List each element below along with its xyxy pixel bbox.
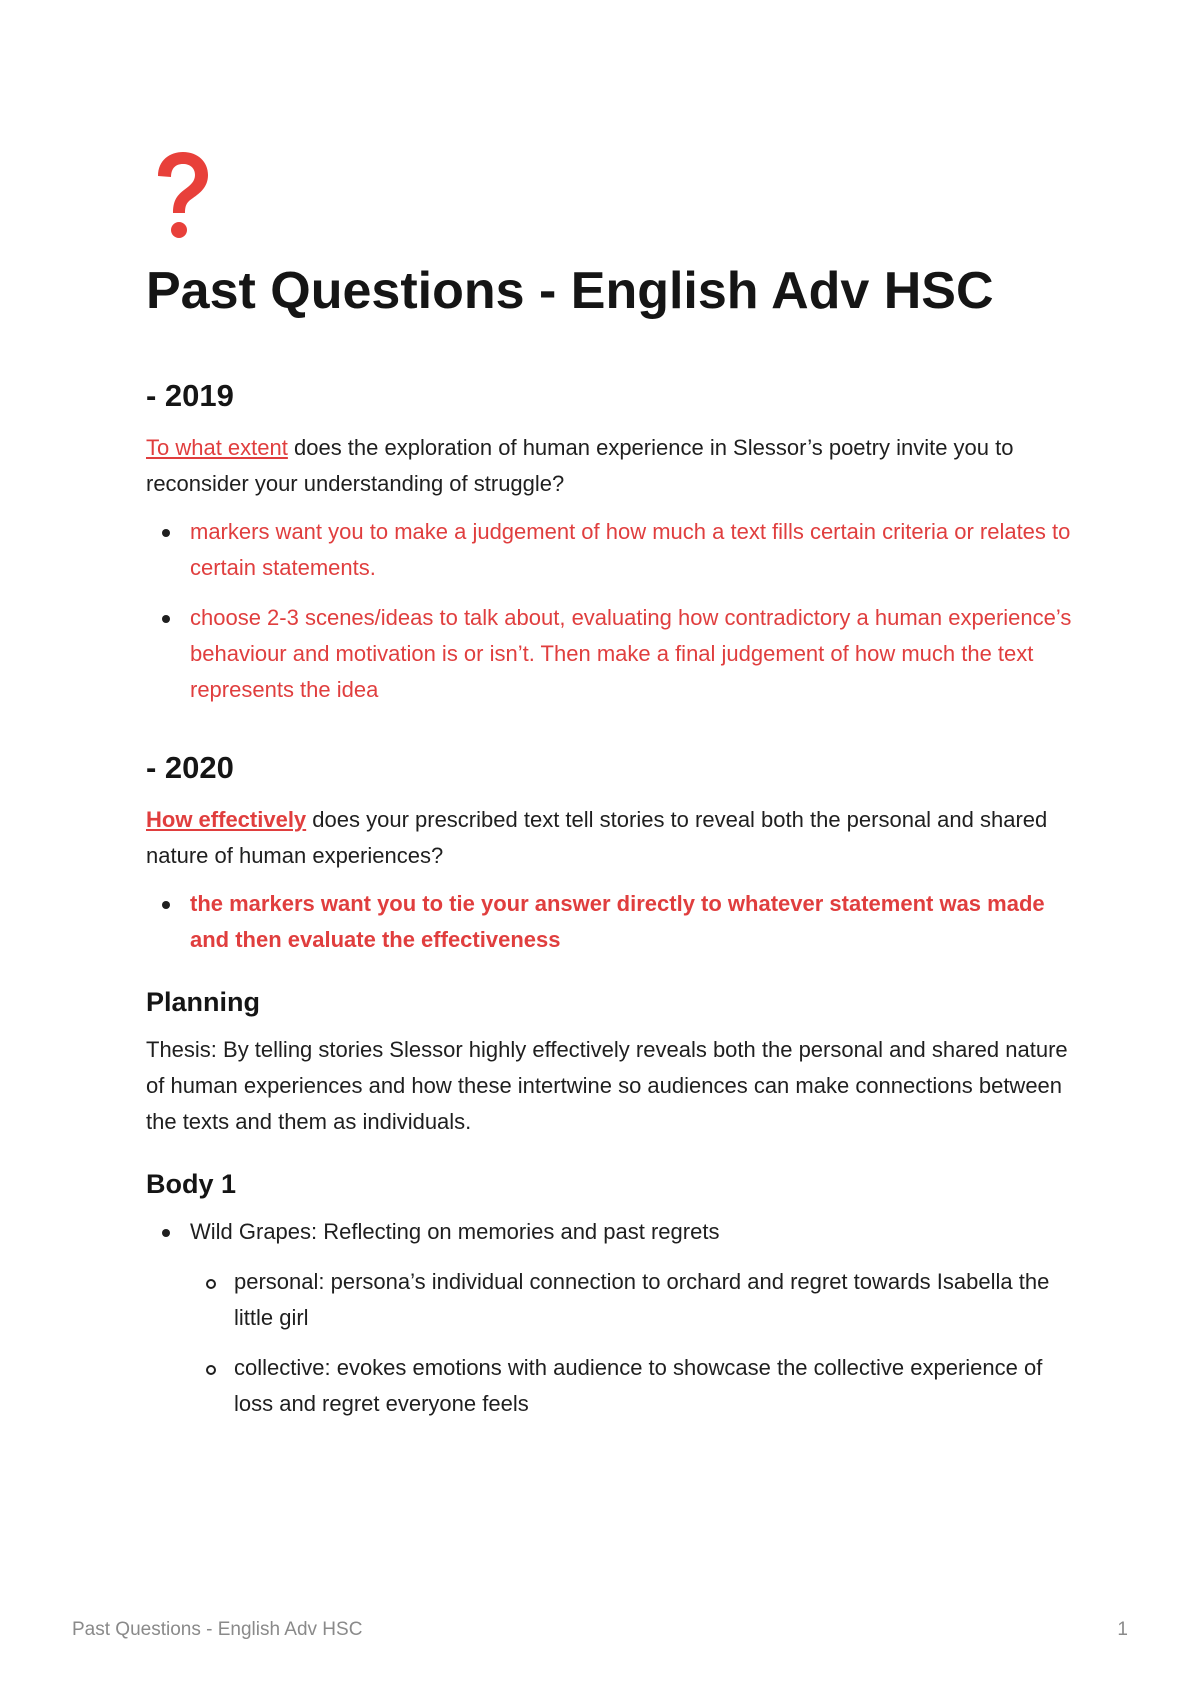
heading-2019: - 2019 (146, 378, 234, 413)
footer-title: Past Questions - English Adv HSC (72, 1619, 363, 1640)
heading-body-1: Body 1 (146, 1169, 237, 1199)
list-item: the markers want you to tie your answer directly to whatever statement was made and then evaluate the effectiveness (146, 886, 1086, 958)
heading-planning: Planning (146, 987, 260, 1017)
question-2020-highlight[interactable]: How effectively (146, 807, 307, 832)
sub-bullet-list-body-1 (146, 1264, 1086, 1422)
question-2019-highlight[interactable]: To what extent (146, 435, 288, 460)
red-question-mark-icon (146, 150, 216, 242)
question-2019-text: does the exploration of human experience in Slessor’s poetry invite you to reconsider your understanding of struggle? (146, 435, 1014, 496)
bullet-list-2020 (146, 886, 1086, 958)
list-item: Wild Grapes: Reflecting on memories and past regrets (146, 1214, 1086, 1250)
bullet-list-2019 (146, 514, 1086, 708)
list-item: personal: persona’s individual connection to orchard and regret towards Isabella the little girl (190, 1264, 1086, 1336)
thesis-text: Thesis: By telling stories Slessor highly effectively reveals both the personal and shared nature of human experiences and how these intertwine so audiences can make connections between the texts and them as individuals. (146, 1037, 1068, 1134)
page-number: 1 (1117, 1619, 1128, 1640)
question-2020 (146, 802, 1086, 874)
page-title: Past Questions - English Adv HSC (146, 262, 994, 320)
list-item: choose 2-3 scenes/ideas to talk about, evaluating how contradictory a human experience’s behaviour and motivation is or isn’t. Then make a final judgement of how much the text represents the idea (146, 600, 1086, 708)
document-page (146, 150, 1086, 1436)
heading-2020: - 2020 (146, 750, 234, 785)
question-2019 (146, 430, 1086, 502)
list-item: markers want you to make a judgement of how much a text fills certain criteria or relates to certain statements. (146, 514, 1086, 586)
question-2020-text: does your prescribed text tell stories to reveal both the personal and shared nature of human experiences? (146, 807, 1048, 868)
list-item: collective: evokes emotions with audience to showcase the collective experience of loss and regret everyone feels (190, 1350, 1086, 1422)
bullet-list-body-1 (146, 1214, 1086, 1250)
